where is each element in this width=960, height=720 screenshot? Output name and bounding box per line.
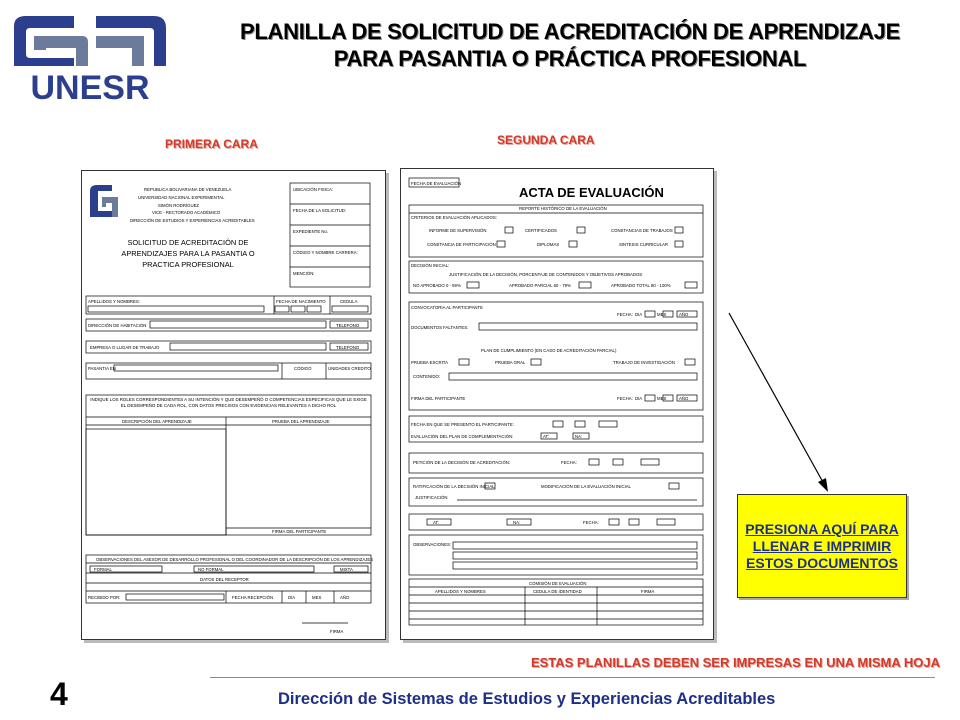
form1-cedula-label: CEDULA — [340, 299, 358, 304]
form2-fecha-eval: FECHA DE EVALUACIÓN — [411, 181, 462, 186]
page-number: 4 — [50, 676, 68, 712]
form1-telefono2-label: TELEFONO — [336, 345, 360, 350]
form1-col-prueba: PRUEBA DEL APRENDIZAJE — [272, 419, 330, 424]
form1-header-line: DIRECCIÓN DE ESTUDIOS Y EXPERIENCIAS ACREDITABLES — [130, 218, 255, 223]
form2-fecha: FECHA: — [617, 396, 633, 401]
arrow-icon — [724, 308, 834, 498]
form2-prueba-escrita: PRUEBA ESCRITA — [411, 360, 448, 365]
form1-title-line: PRACTICA PROFESIONAL — [142, 260, 234, 269]
print-note: ESTAS PLANILLAS DEBEN SER IMPRESAS EN UNA MISMA HOJA — [530, 655, 940, 670]
form1-dia: DÍA — [288, 595, 296, 600]
form2-heading: ACTA DE EVALUACIÓN — [519, 185, 664, 200]
form2-criterios: CRITERIOS DE EVALUACIÓN APLICADOS: — [411, 215, 497, 220]
form2-convocatoria: CONVOCATORIA AL PARTICIPANTE — [411, 305, 484, 310]
form2-sub: REPORTE HISTÓRICO DE LA EVALUACIÓN — [519, 206, 607, 211]
form1-instructions: INDIQUE LOS ROLES CORRESPONDIENTES A SU INTENCIÓN Y QUE DESEMPEÑÓ O COMPETENCIAS ESPECIFICAS QUE LE EXIGE EL DESEMPEÑO DE CADA ROL, CON DATOS PRECISOS CON EVIDENCIAS RELEVANTES A DICHO ROL — [90, 397, 367, 408]
form-primera-cara — [81, 170, 386, 640]
form2-fecha-presento: FECHA EN QUE SE PRESENTO EL PARTICIPANTE: — [411, 422, 514, 427]
form1-right-field: MENCIÓN: — [293, 271, 315, 276]
page-title: PLANILLA DE SOLICITUD DE ACREDITACIÓN DE APRENDIZAJE PARA PASANTIA O PRÁCTICA PROFESIONAL — [240, 19, 900, 71]
form1-telefono-label: TELEFONO — [336, 323, 360, 328]
form1-ano: AÑO — [340, 595, 350, 600]
form-segunda-cara — [400, 168, 714, 640]
form2-modificacion: MODIFICACIÓN DE LA EVALUACIÓN INICIAL — [541, 484, 631, 489]
form1-right-field: FECHA DE LA SOLICITUD: — [293, 208, 347, 213]
logo-text: UNESR — [30, 69, 150, 104]
form2-firma: FIRMA — [641, 589, 655, 594]
form2-fecha: FECHA: — [617, 312, 633, 317]
form1-recibido: RECIBIDO POR: — [88, 595, 121, 600]
form2-na: NA: — [575, 434, 583, 439]
form2-peticion: PETICIÓN DE LA DECISIÓN DE ACREDITACIÓN: — [413, 460, 511, 465]
footer-divider — [210, 677, 935, 678]
form2-crit-item: CONSTANCIAS DE TRABAJOS — [611, 228, 673, 233]
form1-header-line: VICE - RECTORADO ACADÉMICO — [152, 210, 221, 215]
form1-no-formal: NO FORMAL — [198, 567, 224, 572]
form1-formal: FORMAL — [94, 567, 112, 572]
form1-pasantia-label: PASANTIA EN — [88, 366, 116, 371]
form2-documentos: DOCUMENTOS FALTANTES: — [411, 325, 469, 330]
form2-aprobado-parcial: APROBADO PARCIAL 60 - 79% — [509, 283, 571, 288]
form2-ratificacion: RATIFICACIÓN DE LA DECISIÓN INICIAL — [413, 484, 495, 489]
form1-header-line: REPUBLICA BOLIVARIANA DE VENEZUELA — [144, 187, 232, 192]
form2-crit-item: CERTIFICADOS — [525, 228, 557, 233]
form1-title-line: SOLICITUD DE ACREDITACIÓN DE — [127, 238, 249, 247]
form1-firma: FIRMA — [330, 629, 344, 634]
form2-ano: AÑO — [679, 312, 689, 317]
fill-print-documents-button[interactable] — [737, 494, 907, 598]
form2-dia: DIA — [635, 396, 643, 401]
form2-plan-cumplimiento: PLAN DE CUMPLIMIENTO (EN CASO DE ACREDITACIÓN PARCIAL) — [481, 348, 617, 353]
form1-col-descripcion: DESCRIPCIÓN DEL APRENDIZAJE — [122, 419, 192, 424]
form1-direccion-label: DIRECCIÓN DE HABITACIÓN — [88, 323, 147, 328]
form1-header-line: UNIVERSIDAD NACIONAL EXPERIMENTAL — [138, 195, 225, 200]
form2-trabajo-inv: TRABAJO DE INVESTIGACIÓN — [613, 360, 675, 365]
form1-apellidos-label: APELLIDOS Y NOMBRES: — [88, 299, 140, 304]
form1-codigo-label: CÓDIGO — [294, 366, 312, 371]
form1-fecha-recepcion: FECHA RECEPCIÓN — [232, 595, 274, 600]
form2-decision-inicial: DECISIÓN INICIAL: — [411, 263, 450, 268]
form2-na2: NA: — [513, 520, 521, 525]
form2-at: AT: — [543, 434, 549, 439]
form2-at2: AT: — [433, 520, 439, 525]
form1-right-field: EXPEDIENTE No. — [293, 229, 329, 234]
form2-evaluacion-plan: EVALUACIÓN DEL PLAN DE COMPLEMENTACIÓN: — [411, 434, 514, 439]
form1-title-line: APRENDIZAJES PARA LA PASANTIA O — [121, 249, 255, 258]
fill-print-documents-label: PRESIONA AQUÍ PARA LLENAR E IMPRIMIR ESTOS DOCUMENTOS — [745, 520, 899, 571]
form2-justificacion: JUSTIFICACIÓN DE LA DECISIÓN, PORCENTAJE DE CONTENIDOS Y OBJETIVOS APROBADOS — [449, 272, 643, 277]
form1-header-line: SIMÓN RODRÍGUEZ — [158, 203, 200, 208]
primera-cara-label: PRIMERA CARA — [165, 137, 258, 151]
form2-justif2: JUSTIFICACIÓN — [415, 495, 448, 500]
form1-unidades-label: UNIDADES CREDITO — [328, 366, 371, 371]
form2-firma-part: FIRMA DEL PARTICIPANTE — [411, 396, 466, 401]
form1-empresa-label: EMPRESA O LUGAR DE TRABAJO — [90, 345, 160, 350]
form1-firma-participante: FIRMA DEL PARTICIPANTE — [272, 529, 327, 534]
form1-fecha-nac-label: FECHA DE NACIMIENTO — [276, 299, 326, 304]
segunda-cara-label: SEGUNDA CARA — [497, 133, 595, 147]
form2-apellidos: APELLIDOS Y NOMBRES — [435, 589, 486, 594]
form2-fecha: FECHA: — [561, 460, 577, 465]
footer-text: Dirección de Sistemas de Estudios y Experiencias Acreditables — [278, 690, 776, 708]
form2-contenido: CONTENIDO: — [413, 374, 440, 379]
form2-observaciones: OBSERVACIONES: — [413, 542, 452, 547]
form2-dia: DIA — [635, 312, 643, 317]
form2-aprobado-total: APROBADO TOTAL 80 - 100% — [611, 283, 671, 288]
form1-mes: MES — [312, 595, 322, 600]
form2-crit-item: CONSTANCIA DE PARTICIPACIÓN — [427, 242, 496, 247]
form2-mes: MES — [657, 312, 667, 317]
form2-fecha: FECHA: — [583, 520, 599, 525]
form2-prueba-oral: PRUEBA ORAL — [495, 360, 526, 365]
form2-crit-item: INFORME DE SUPERVISIÓN — [429, 228, 487, 233]
form2-cedula: CEDULA DE IDENTIDAD — [533, 589, 582, 594]
form1-observaciones: OBSERVACIONES DEL ASESOR DE DESARROLLO PROFESIONAL O DEL COORDINADOR DE LA DESCRIPCIÓN DE LOS APRENDIZAJES — [96, 557, 374, 562]
form1-datos-receptor: DATOS DEL RECEPTOR — [200, 577, 249, 582]
form2-crit-item: DIPLOMAS — [537, 242, 560, 247]
form1-right-field: UBICACIÓN FISICA: — [293, 187, 334, 192]
form2-crit-item: SINTESIS CURRICULAR — [619, 242, 668, 247]
unesr-logo — [4, 6, 176, 104]
form2-no-aprobado: NO APROBADO 0 - 59% — [413, 283, 461, 288]
form2-mes: MES — [657, 396, 667, 401]
form2-ano: AÑO — [679, 396, 689, 401]
form1-mixta: MIXTA — [340, 567, 353, 572]
form1-right-field: CÓDIGO Y NOMBRE CARRERA: — [293, 250, 358, 255]
form2-comision: COMISIÓN DE EVALUACIÓN — [529, 581, 587, 586]
